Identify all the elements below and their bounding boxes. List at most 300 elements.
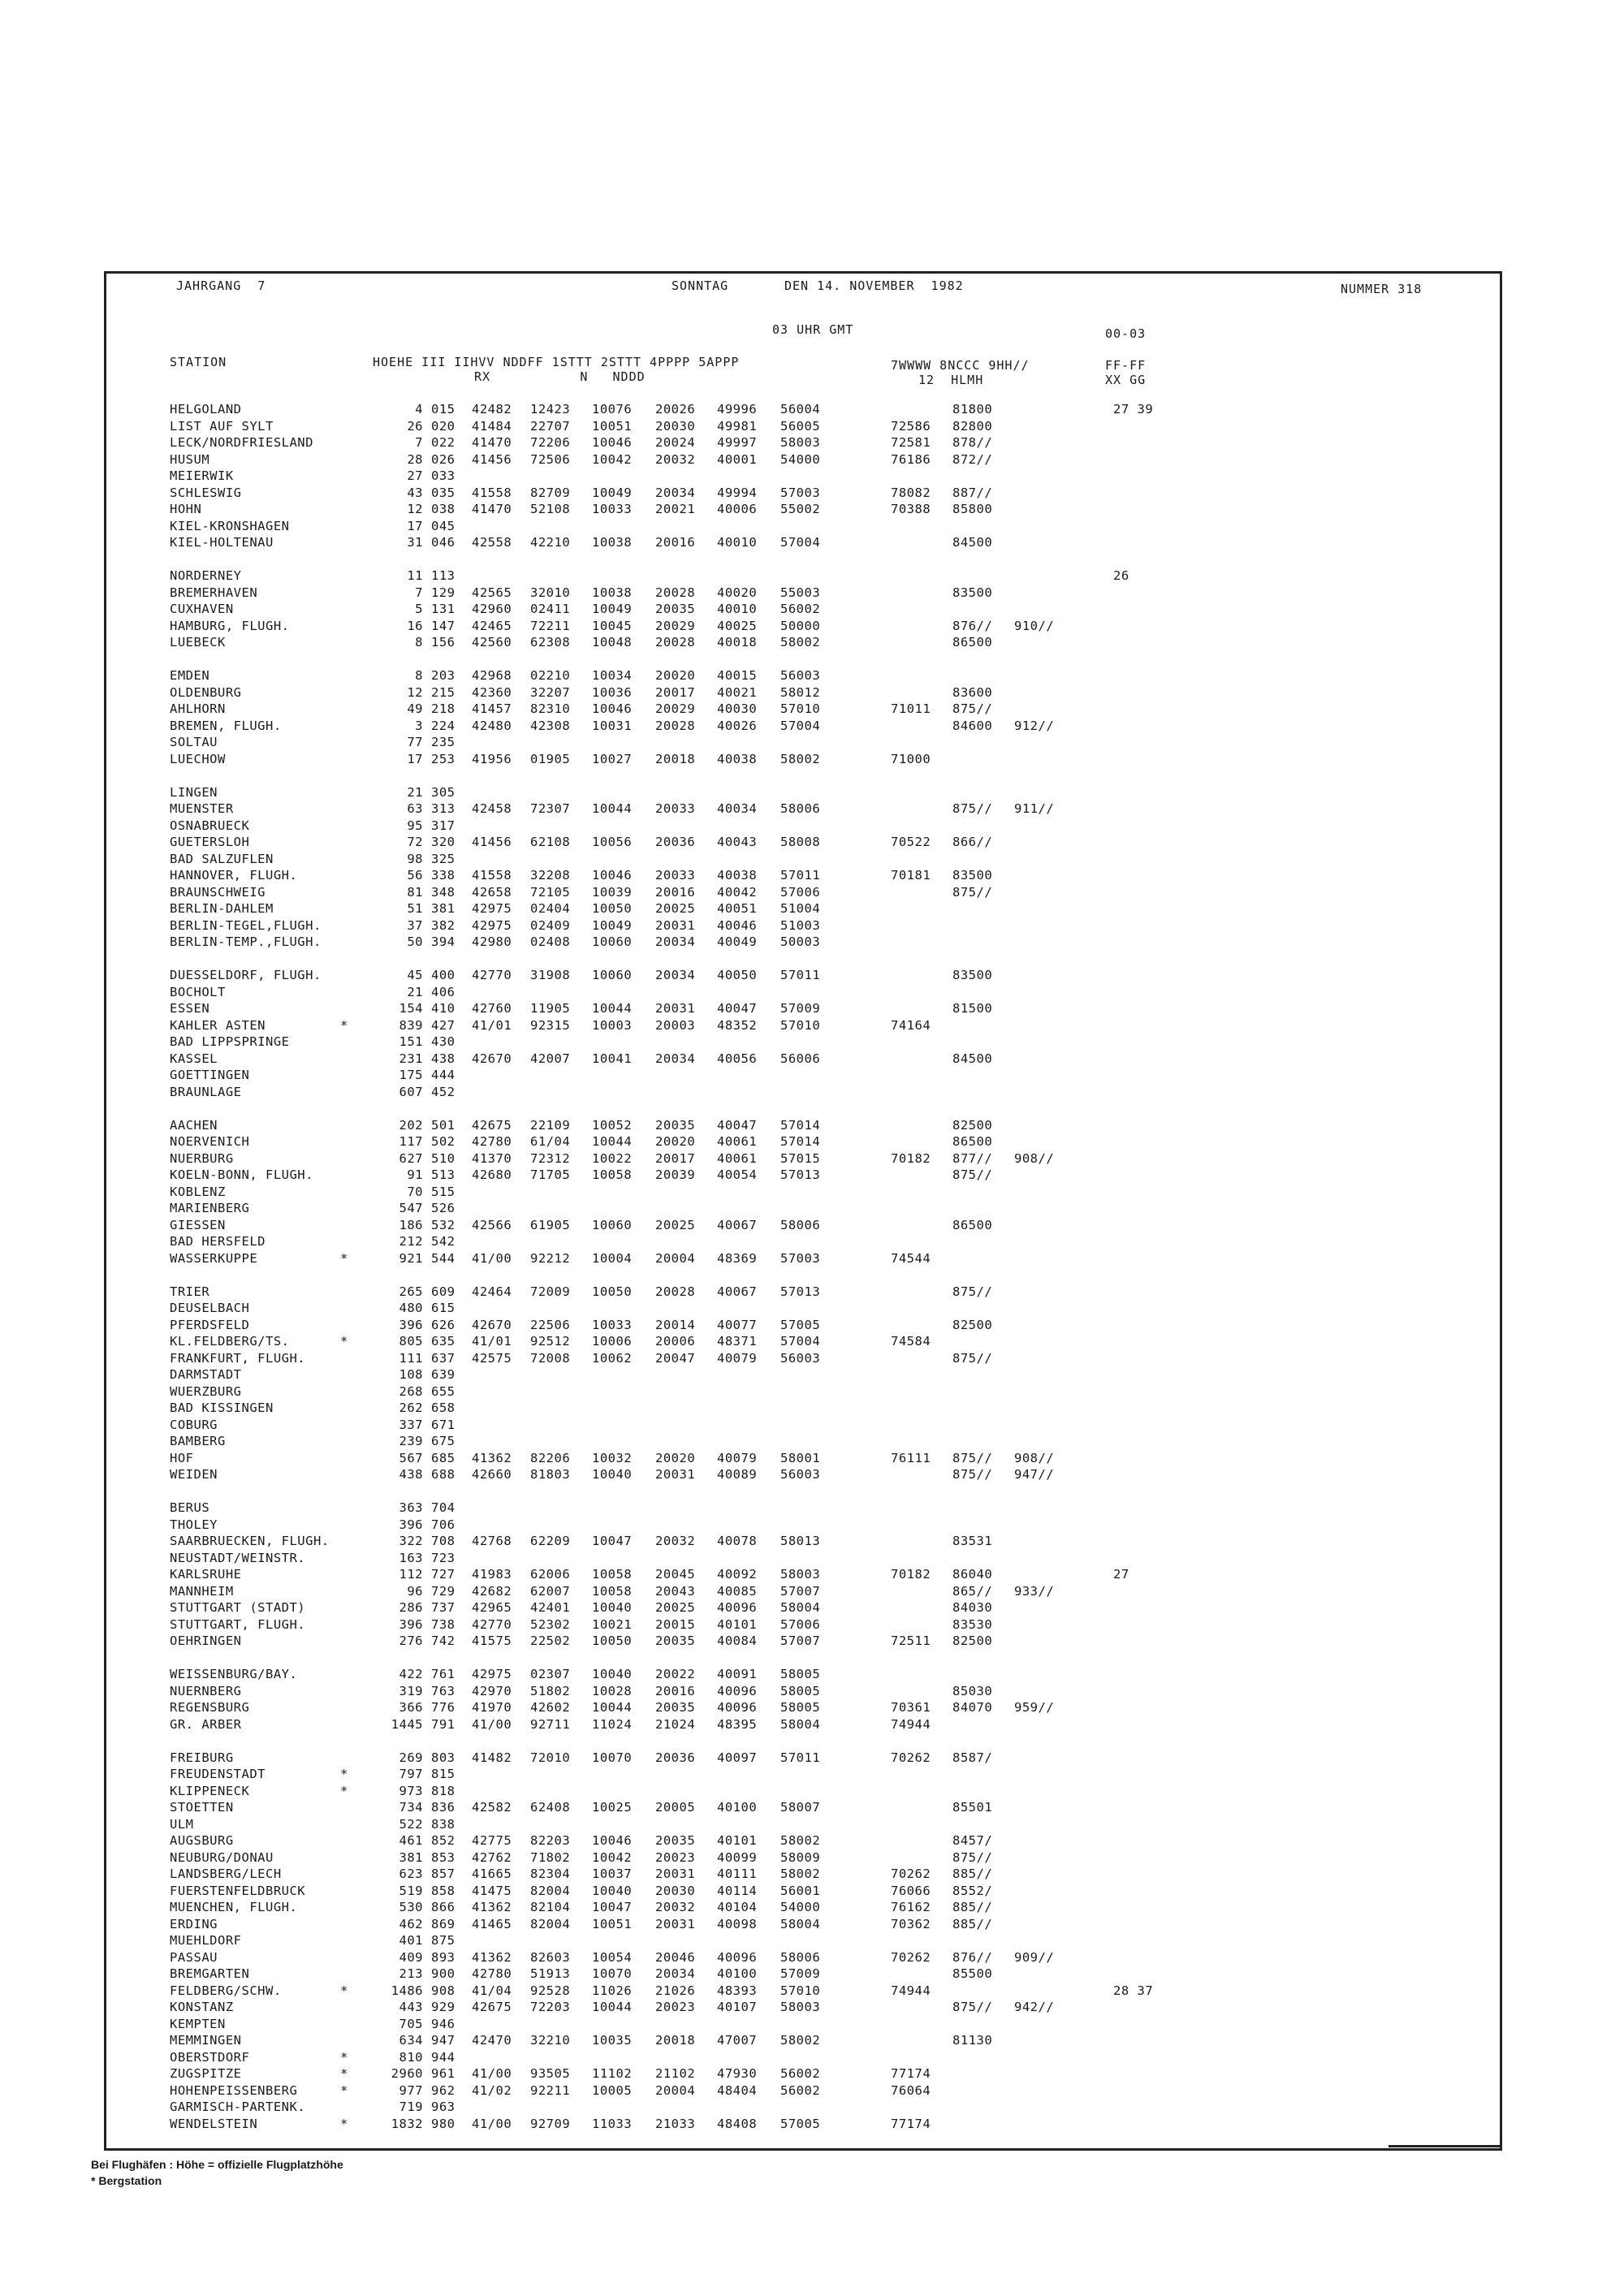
iihvv: 42775	[472, 1833, 512, 1848]
dew-2: 20026	[655, 402, 696, 416]
elevation: 973	[399, 1783, 423, 1798]
pressure-4: 40020	[717, 585, 758, 600]
ff-gg: 28 37	[1113, 1983, 1154, 1998]
elevation: 8	[415, 668, 423, 683]
station-id: 866	[431, 1900, 456, 1914]
iihvv: 41956	[472, 751, 512, 766]
elevation: 734	[399, 1800, 423, 1815]
temp-1: 10076	[592, 402, 633, 416]
cloud-8: 84600	[952, 718, 993, 733]
station-name: HANNOVER, FLUGH.	[170, 868, 298, 883]
station-id: 317	[431, 818, 456, 833]
elevation: 363	[399, 1500, 423, 1515]
station-name: NEUSTADT/WEINSTR.	[170, 1550, 306, 1565]
station-id: 015	[431, 402, 456, 416]
nddff: 72010	[530, 1750, 571, 1765]
elevation: 163	[399, 1550, 423, 1565]
station-id: 838	[431, 1816, 456, 1832]
iihvv: 41470	[472, 502, 512, 516]
temp-1: 10045	[592, 618, 633, 633]
station-name: MARIENBERG	[170, 1201, 250, 1215]
station-id: 305	[431, 784, 456, 800]
station-name: ERDING	[170, 1916, 218, 1931]
tendency-5: 58004	[780, 1600, 821, 1615]
elevation: 269	[399, 1750, 423, 1765]
temp-1: 10062	[592, 1350, 633, 1366]
cloud-9: 908//	[1014, 1450, 1055, 1465]
mountain-marker: *	[340, 1250, 348, 1266]
pressure-4: 40030	[717, 701, 758, 716]
weather-7: 74164	[891, 1017, 931, 1033]
elevation: 212	[399, 1234, 423, 1249]
elevation: 381	[399, 1849, 423, 1865]
dew-2: 20034	[655, 1051, 696, 1066]
station-id: 382	[431, 917, 456, 933]
elevation: 37	[407, 917, 423, 933]
station-name: LIST AUF SYLT	[170, 418, 274, 434]
dew-2: 20035	[655, 1833, 696, 1848]
pressure-4: 40021	[717, 684, 758, 700]
dew-2: 20028	[655, 585, 696, 600]
tendency-5: 54000	[780, 451, 821, 467]
cloud-8: 82500	[952, 1317, 993, 1332]
tendency-5: 57007	[780, 1583, 821, 1599]
nddff: 62007	[530, 1583, 571, 1599]
elevation: 977	[399, 2082, 423, 2098]
elevation: 45	[407, 968, 423, 982]
station-name: AACHEN	[170, 1117, 218, 1133]
weather-7: 76066	[891, 1883, 931, 1898]
station-name: GR. ARBER	[170, 1716, 242, 1732]
dew-2: 21024	[655, 1716, 696, 1732]
elevation: 286	[399, 1600, 423, 1615]
dew-2: 20031	[655, 1467, 696, 1482]
dew-2: 20034	[655, 485, 696, 500]
station-name: KL.FELDBERG/TS.	[170, 1334, 290, 1349]
tendency-5: 58004	[780, 1716, 821, 1732]
station-name: EMDEN	[170, 668, 210, 683]
station-id: 655	[431, 1383, 456, 1399]
nddff: 02210	[530, 668, 571, 683]
station-name: MUENSTER	[170, 801, 234, 816]
pressure-4: 40085	[717, 1583, 758, 1599]
elevation: 63	[407, 801, 423, 816]
tendency-5: 58006	[780, 801, 821, 816]
nddff: 32208	[530, 868, 571, 883]
temp-1: 10027	[592, 751, 633, 766]
station-id: 038	[431, 502, 456, 516]
cloud-8: 85030	[952, 1683, 993, 1698]
station-id: 857	[431, 1867, 456, 1881]
dew-2: 20016	[655, 535, 696, 550]
date: DEN 14. NOVEMBER 1982	[784, 278, 964, 293]
dew-2: 20004	[655, 1250, 696, 1266]
station-name: SOLTAU	[170, 735, 218, 749]
elevation: 839	[399, 1017, 423, 1033]
tendency-5: 58008	[780, 835, 821, 849]
elevation: 231	[399, 1051, 423, 1066]
pressure-4: 40098	[717, 1916, 758, 1931]
temp-1: 10058	[592, 1567, 633, 1582]
elevation: 396	[399, 1317, 423, 1332]
pressure-4: 49996	[717, 402, 758, 416]
dew-2: 20036	[655, 1750, 696, 1765]
dew-2: 20023	[655, 2000, 696, 2014]
station-id: 818	[431, 1783, 456, 1798]
station-id: 526	[431, 1201, 456, 1215]
station-id: 215	[431, 684, 456, 700]
cloud-8: 876//	[952, 618, 993, 633]
dew-2: 20025	[655, 1600, 696, 1615]
station-id: 675	[431, 1434, 456, 1448]
station-name: BRAUNLAGE	[170, 1084, 242, 1099]
cloud-9: 909//	[1014, 1949, 1055, 1965]
pressure-4: 40104	[717, 1900, 758, 1914]
nddff: 02408	[530, 934, 571, 949]
tendency-5: 50003	[780, 934, 821, 949]
temp-1: 10042	[592, 451, 633, 467]
temp-1: 10046	[592, 1833, 633, 1848]
station-name: FELDBERG/SCHW.	[170, 1983, 282, 1998]
elevation: 567	[399, 1450, 423, 1465]
cloud-8: 83500	[952, 968, 993, 982]
elevation: 627	[399, 1150, 423, 1166]
dew-2: 20022	[655, 1667, 696, 1681]
elevation: 276	[399, 1634, 423, 1648]
temp-1: 11033	[592, 2116, 633, 2131]
iihvv: 41362	[472, 1949, 512, 1965]
station-id: 542	[431, 1234, 456, 1249]
station-name: SAARBRUECKEN, FLUGH.	[170, 1534, 330, 1548]
station-id: 313	[431, 801, 456, 816]
cloud-8: 875//	[952, 1350, 993, 1366]
nddff: 82203	[530, 1833, 571, 1848]
pressure-4: 40061	[717, 1150, 758, 1166]
tendency-5: 58007	[780, 1800, 821, 1815]
pressure-4: 48352	[717, 1017, 758, 1033]
tendency-5: 57014	[780, 1134, 821, 1149]
nddff: 12423	[530, 402, 571, 416]
station-name: BERLIN-TEGEL,FLUGH.	[170, 917, 322, 933]
iihvv: 42960	[472, 602, 512, 616]
nddff: 02307	[530, 1667, 571, 1681]
tendency-5: 58002	[780, 2033, 821, 2048]
station-name: STUTTGART, FLUGH.	[170, 1616, 306, 1632]
tendency-5: 57004	[780, 718, 821, 733]
pressure-4: 40054	[717, 1167, 758, 1182]
temp-1: 10040	[592, 1467, 633, 1482]
tendency-5: 57011	[780, 1750, 821, 1765]
nddff: 61905	[530, 1217, 571, 1232]
cloud-8: 865//	[952, 1583, 993, 1599]
pressure-4: 49994	[717, 485, 758, 500]
station-name: KEMPTEN	[170, 2016, 226, 2031]
dew-2: 20021	[655, 502, 696, 516]
temp-1: 10025	[592, 1800, 633, 1815]
station-name: BOCHOLT	[170, 984, 226, 999]
tendency-5: 57010	[780, 1017, 821, 1033]
temp-1: 10036	[592, 684, 633, 700]
station-id: 738	[431, 1616, 456, 1632]
station-id: 609	[431, 1284, 456, 1299]
iihvv: 41456	[472, 451, 512, 467]
station-id: 637	[431, 1350, 456, 1366]
nddff: 82004	[530, 1883, 571, 1898]
station-id: 427	[431, 1017, 456, 1033]
temp-1: 10035	[592, 2033, 633, 2048]
pressure-4: 40096	[717, 1949, 758, 1965]
dew-2: 20046	[655, 1949, 696, 1965]
temp-1: 10056	[592, 835, 633, 849]
temp-1: 10044	[592, 1700, 633, 1715]
nddff: 42602	[530, 1700, 571, 1715]
station-id: 853	[431, 1849, 456, 1865]
station-id: 908	[431, 1983, 456, 1998]
nddff: 72206	[530, 435, 571, 450]
nddff: 82310	[530, 701, 571, 716]
tendency-5: 56004	[780, 402, 821, 416]
nddff: 42210	[530, 535, 571, 550]
elevation: 396	[399, 1616, 423, 1632]
elevation: 8	[415, 635, 423, 650]
tendency-5: 57009	[780, 1966, 821, 1981]
elevation: 26	[407, 418, 423, 434]
elevation: 96	[407, 1583, 423, 1599]
pressure-4: 47007	[717, 2033, 758, 2048]
station-name: ESSEN	[170, 1001, 210, 1016]
station-name: FUERSTENFELDBRUCK	[170, 1883, 306, 1898]
cloud-8: 81800	[952, 402, 993, 416]
weather-7: 76064	[891, 2082, 931, 2098]
temp-1: 10048	[592, 635, 633, 650]
tendency-5: 58003	[780, 2000, 821, 2014]
cloud-8: 875//	[952, 701, 993, 716]
nddff: 31908	[530, 968, 571, 982]
station-id: 430	[431, 1034, 456, 1049]
tendency-5: 51004	[780, 901, 821, 916]
tendency-5: 58006	[780, 1949, 821, 1965]
station-name: STOETTEN	[170, 1800, 234, 1815]
station-id: 022	[431, 435, 456, 450]
temp-1: 10050	[592, 901, 633, 916]
pressure-4: 40111	[717, 1867, 758, 1881]
elevation: 111	[399, 1350, 423, 1366]
station-name: DUESSELDORF, FLUGH.	[170, 968, 322, 982]
station-id: 131	[431, 602, 456, 616]
pressure-4: 48393	[717, 1983, 758, 1998]
pressure-4: 40038	[717, 751, 758, 766]
temp-1: 10038	[592, 585, 633, 600]
pressure-4: 40038	[717, 868, 758, 883]
dew-2: 20035	[655, 1700, 696, 1715]
temp-1: 10070	[592, 1750, 633, 1765]
elevation: 705	[399, 2016, 423, 2031]
temp-1: 10028	[592, 1683, 633, 1698]
iihvv: 42975	[472, 917, 512, 933]
station-id: 635	[431, 1334, 456, 1349]
station-id: 706	[431, 1517, 456, 1532]
elevation: 396	[399, 1517, 423, 1532]
cloud-8: 866//	[952, 835, 993, 849]
station-id: 452	[431, 1084, 456, 1099]
dew-2: 20035	[655, 1117, 696, 1133]
tendency-5: 57004	[780, 535, 821, 550]
station-id: 020	[431, 418, 456, 434]
weather-7: 70362	[891, 1916, 931, 1931]
dew-2: 20035	[655, 1634, 696, 1648]
tendency-5: 58009	[780, 1849, 821, 1865]
station-name: BAD HERSFELD	[170, 1234, 266, 1249]
station-id: 723	[431, 1550, 456, 1565]
elevation: 27	[407, 468, 423, 483]
station-name: GARMISCH-PARTENK.	[170, 2100, 306, 2114]
col-group-b-sub: 12 HLMH	[918, 373, 984, 387]
nddff: 62209	[530, 1534, 571, 1548]
temp-1: 10051	[592, 1916, 633, 1931]
tendency-5: 57013	[780, 1167, 821, 1182]
tendency-5: 58005	[780, 1683, 821, 1698]
station-name: LUECHOW	[170, 751, 226, 766]
elevation: 805	[399, 1334, 423, 1349]
temp-1: 10049	[592, 485, 633, 500]
dew-2: 20039	[655, 1167, 696, 1182]
nddff: 32210	[530, 2033, 571, 2048]
pressure-4: 40096	[717, 1600, 758, 1615]
temp-1: 10044	[592, 1001, 633, 1016]
jahrgang: JAHRGANG 7	[176, 278, 266, 293]
footnote-mountain: * Bergstation	[91, 2174, 162, 2187]
elevation: 623	[399, 1867, 423, 1881]
iihvv: 42560	[472, 635, 512, 650]
elevation: 51	[407, 901, 423, 916]
iihvv: 42975	[472, 1667, 512, 1681]
dew-2: 20031	[655, 917, 696, 933]
elevation: 7	[415, 585, 423, 600]
elevation: 1832	[391, 2116, 423, 2131]
station-id: 532	[431, 1217, 456, 1232]
station-id: 147	[431, 618, 456, 633]
nddff: 72008	[530, 1350, 571, 1366]
iihvv: 42566	[472, 1217, 512, 1232]
nddff: 22707	[530, 418, 571, 434]
pressure-4: 40001	[717, 451, 758, 467]
station-name: BREMERHAVEN	[170, 585, 258, 600]
station-id: 737	[431, 1600, 456, 1615]
mountain-marker: *	[340, 1334, 348, 1349]
temp-1: 10070	[592, 1966, 633, 1981]
iihvv: 41482	[472, 1750, 512, 1765]
tendency-5: 57003	[780, 1250, 821, 1266]
elevation: 31	[407, 535, 423, 550]
iihvv: 42768	[472, 1534, 512, 1548]
weather-7: 74544	[891, 1250, 931, 1266]
pressure-4: 40056	[717, 1051, 758, 1066]
dew-2: 20025	[655, 901, 696, 916]
iihvv: 41470	[472, 435, 512, 450]
station-id: 961	[431, 2066, 456, 2081]
nddff: 92211	[530, 2082, 571, 2098]
temp-1: 10040	[592, 1667, 633, 1681]
station-id: 671	[431, 1417, 456, 1432]
elevation: 28	[407, 451, 423, 467]
weather-7: 76111	[891, 1450, 931, 1465]
nddff: 92315	[530, 1017, 571, 1033]
iihvv: 41370	[472, 1150, 512, 1166]
cloud-8: 86500	[952, 635, 993, 650]
station-name: MEIERWIK	[170, 468, 234, 483]
footer-rule	[1389, 2145, 1502, 2147]
temp-1: 10039	[592, 884, 633, 900]
tendency-5: 57006	[780, 884, 821, 900]
elevation: 519	[399, 1883, 423, 1898]
dew-2: 20025	[655, 1217, 696, 1232]
cloud-8: 875//	[952, 884, 993, 900]
nddff: 71802	[530, 1849, 571, 1865]
pressure-4: 40100	[717, 1966, 758, 1981]
cloud-8: 86500	[952, 1217, 993, 1232]
iihvv: 41558	[472, 485, 512, 500]
cloud-8: 876//	[952, 1949, 993, 1965]
iihvv: 42670	[472, 1317, 512, 1332]
iihvv: 41457	[472, 701, 512, 716]
elevation: 16	[407, 618, 423, 633]
station-id: 704	[431, 1500, 456, 1515]
tendency-5: 55002	[780, 502, 821, 516]
weather-7: 70262	[891, 1867, 931, 1881]
pressure-4: 40034	[717, 801, 758, 816]
iihvv: 41665	[472, 1867, 512, 1881]
weather-7: 71011	[891, 701, 931, 716]
iihvv: 42780	[472, 1966, 512, 1981]
nddff: 42007	[530, 1051, 571, 1066]
cloud-8: 885//	[952, 1867, 993, 1881]
pressure-4: 40079	[717, 1350, 758, 1366]
elevation: 262	[399, 1400, 423, 1415]
iihvv: 42558	[472, 535, 512, 550]
cloud-9: 933//	[1014, 1583, 1055, 1599]
station-name: OLDENBURG	[170, 684, 242, 700]
mountain-marker: *	[340, 1783, 348, 1798]
nddff: 02404	[530, 901, 571, 916]
cloud-8: 81130	[952, 2033, 993, 2048]
elevation: 117	[399, 1134, 423, 1149]
station-name: LINGEN	[170, 784, 218, 800]
elevation: 186	[399, 1217, 423, 1232]
elevation: 319	[399, 1683, 423, 1698]
nddff: 62308	[530, 635, 571, 650]
nddff: 71705	[530, 1167, 571, 1182]
station-id: 218	[431, 701, 456, 716]
nddff: 81803	[530, 1467, 571, 1482]
pressure-4: 40047	[717, 1001, 758, 1016]
weather-7: 70182	[891, 1567, 931, 1582]
mountain-marker: *	[340, 2049, 348, 2065]
station-name: BAMBERG	[170, 1434, 226, 1448]
cloud-8: 84070	[952, 1700, 993, 1715]
elevation: 4	[415, 402, 423, 416]
station-id: 113	[431, 568, 456, 583]
iihvv: 41456	[472, 835, 512, 849]
pressure-4: 40046	[717, 917, 758, 933]
station-id: 727	[431, 1567, 456, 1582]
cloud-9: 947//	[1014, 1467, 1055, 1482]
station-id: 381	[431, 901, 456, 916]
nddff: 02411	[530, 602, 571, 616]
station-id: 129	[431, 585, 456, 600]
station-name: CUXHAVEN	[170, 602, 234, 616]
iihvv: 42760	[472, 1001, 512, 1016]
temp-1: 10060	[592, 968, 633, 982]
